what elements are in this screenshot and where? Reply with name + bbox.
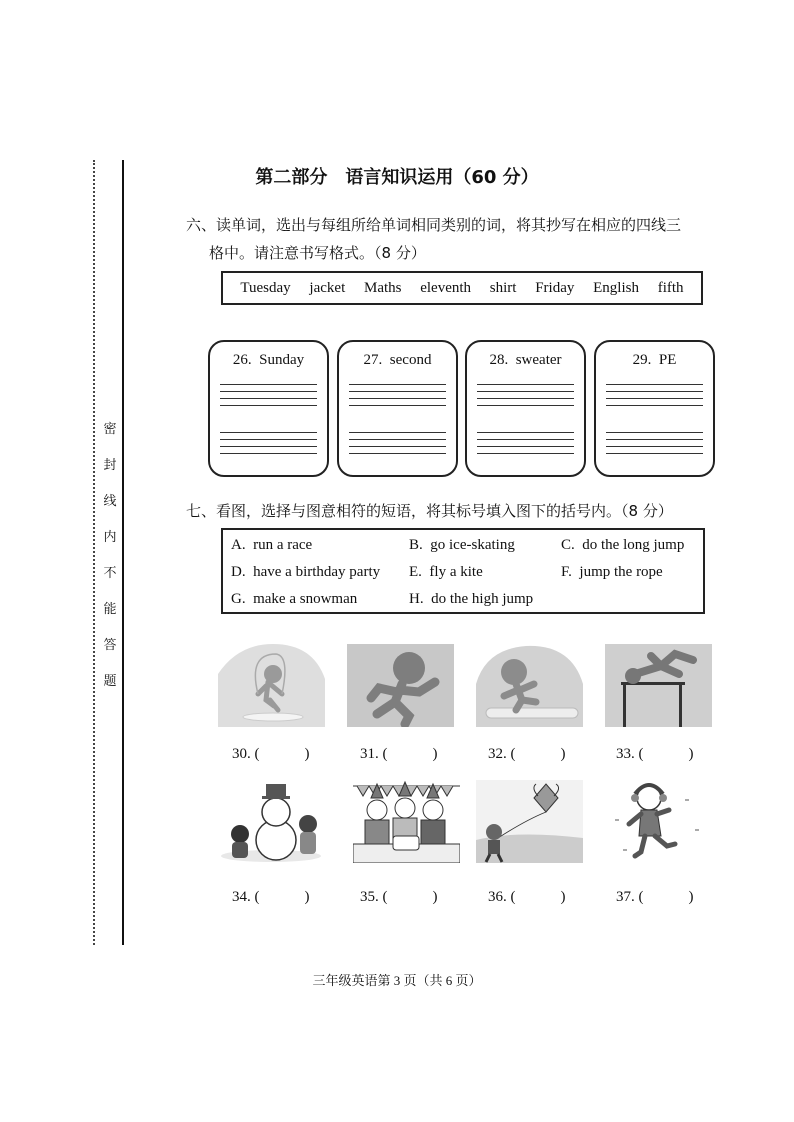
answer-slot-37[interactable]: 37. ( ) [616,889,694,905]
page-footer: 三年级英语第 3 页（共 6 页） [312,973,482,988]
option-c [561,537,684,554]
phrase-options-box [221,528,705,614]
category-box-27 [337,340,458,477]
option-letter: G. [231,591,246,607]
category-box-29 [594,340,715,477]
seal-char: 题 [103,674,117,689]
option-letter: C. [561,537,575,553]
margin-dotted-line [93,160,95,945]
category-word: second [389,352,432,368]
option-text: do the long jump [582,537,685,553]
option-letter: D. [231,564,246,580]
seal-line-notice [101,418,119,689]
category-box-28 [465,340,586,477]
q6-instruction-line1: 六、读单词，选出与每组所给单词相同类别的词，将其抄写在相应的四线三 [186,216,682,234]
option-text: run a race [253,537,313,553]
four-line-grid[interactable] [606,432,703,433]
option-letter: A. [231,537,246,553]
option-text: go ice-skating [430,537,515,553]
q6-instruction-line2: 格中。请注意书写格式。（8 分） [209,244,426,262]
option-f [561,564,663,581]
word-bank-item: shirt [489,279,517,296]
birthday-party-icon [353,780,460,863]
snowman-icon [218,780,325,863]
seal-char: 线 [103,494,117,509]
ice-skating-icon [605,780,712,863]
four-line-grid[interactable] [220,432,317,433]
word-bank-item: fifth [657,279,684,296]
category-word: PE [658,352,677,368]
section-title: 第二部分 语言知识运用（60 分） [255,167,539,188]
seal-char: 密 [103,422,117,437]
option-letter: E. [409,564,422,580]
answer-slot-32[interactable]: 32. ( ) [488,746,566,762]
rope-jump-icon [218,644,325,727]
answer-slot-34[interactable]: 34. ( ) [232,889,310,905]
four-line-grid[interactable] [477,432,574,433]
option-d [231,564,380,581]
option-text: jump the rope [579,564,663,580]
long-jump-icon [476,644,583,727]
item-number: 28. [489,352,509,368]
word-bank-item: Tuesday [240,279,291,296]
answer-slot-30[interactable]: 30. ( ) [232,746,310,762]
option-letter: F. [561,564,572,580]
option-letter: B. [409,537,423,553]
item-number: 27. [363,352,383,368]
option-e [409,564,483,581]
category-box-26 [208,340,329,477]
seal-char: 能 [103,602,117,617]
word-bank-item: jacket [309,279,346,296]
four-line-grid[interactable] [477,384,574,385]
word-bank [221,271,703,305]
four-line-grid[interactable] [349,432,446,433]
margin-solid-line [122,160,124,945]
high-jump-icon [605,644,712,727]
option-text: have a birthday party [253,564,381,580]
answer-slot-36[interactable]: 36. ( ) [488,889,566,905]
option-b [409,537,515,554]
word-bank-item: Maths [363,279,402,296]
category-word: Sunday [259,352,305,368]
four-line-grid[interactable] [349,384,446,385]
seal-char: 内 [103,530,117,545]
kite-icon [476,780,583,863]
word-bank-item: eleventh [420,279,472,296]
running-icon [347,644,454,727]
option-letter: H. [409,591,424,607]
option-a [231,537,312,554]
answer-slot-33[interactable]: 33. ( ) [616,746,694,762]
q7-instruction: 七、看图，选择与图意相符的短语，将其标号填入图下的括号内。（8 分） [186,502,673,520]
four-line-grid[interactable] [606,384,703,385]
word-bank-item: English [593,279,639,296]
word-bank-item: Friday [535,279,575,296]
item-number: 29. [632,352,652,368]
option-text: make a snowman [253,591,358,607]
option-text: fly a kite [429,564,483,580]
answer-slot-31[interactable]: 31. ( ) [360,746,438,762]
four-line-grid[interactable] [220,384,317,385]
option-text: do the high jump [431,591,534,607]
seal-char: 不 [103,566,117,581]
seal-char: 答 [103,638,117,653]
answer-slot-35[interactable]: 35. ( ) [360,889,438,905]
seal-char: 封 [103,458,117,473]
option-h [409,591,533,608]
category-word: sweater [515,352,562,368]
option-g [231,591,357,608]
item-number: 26. [232,352,252,368]
